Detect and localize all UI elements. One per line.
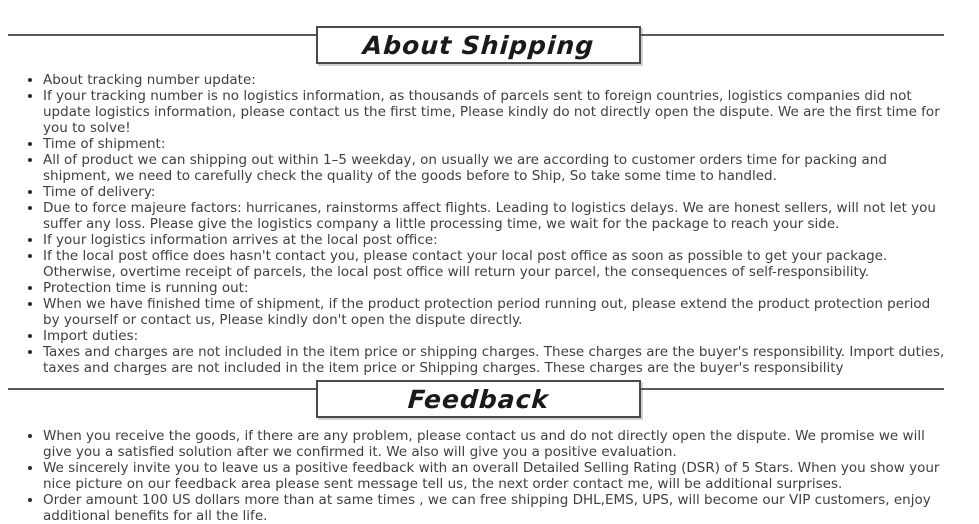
- feedback-title-box: [316, 380, 641, 418]
- list-item: • Time of delivery:: [43, 184, 947, 200]
- about-shipping-title-box: [316, 26, 641, 64]
- list-item: • We sincerely invite you to leave us a positive feedback with an overall Detailed Selling Rating (DSR) of 5 Stars. When you show your nice picture on our feedback area please sent message tell us, the next order contact me, will be additional surprises.: [43, 460, 947, 492]
- feedback-list: [0, 428, 979, 524]
- about-shipping-section: [0, 26, 979, 376]
- list-item: • Order amount 100 US dollars more than at same times , we can free shipping DHL,EMS, UPS, will become our VIP customers, enjoy additional benefits for all the life.: [43, 492, 947, 524]
- list-item: • Due to force majeure factors: hurricanes, rainstorms affect flights. Leading to logistics delays. We are honest sellers, will not let you suffer any loss. Please give the logistics company a little processing time, we wait for the package to reach your side.: [43, 200, 947, 232]
- feedback-section: [0, 380, 979, 524]
- list-item: • Taxes and charges are not included in the item price or shipping charges. These charges are the buyer's responsibility. Import duties, taxes and charges are not included in the item price or Shipping charges. These charges are the buyer's responsibility: [43, 344, 947, 376]
- shipping-list: [0, 72, 979, 376]
- list-item: • When we have finished time of shipment, if the product protection period running out, please extend the product protection period by yourself or contact us, Please kindly don't open the dispute directly.: [43, 296, 947, 328]
- list-item: • All of product we can shipping out within 1–5 weekday, on usually we are according to customer orders time for packing and shipment, we need to carefully check the quality of the goods before to Ship, So take some time to handled.: [43, 152, 947, 184]
- header-rule-right: [641, 34, 944, 36]
- list-item: • If the local post office does hasn't contact you, please contact your local post office as soon as possible to get your package. Otherwise, overtime receipt of parcels, the local post office will return your parcel, the consequences of self-responsibility.: [43, 248, 947, 280]
- about-shipping-header: [0, 26, 979, 66]
- list-item: • Time of shipment:: [43, 136, 947, 152]
- section-title: About Shipping: [361, 30, 596, 60]
- list-item: • About tracking number update:: [43, 72, 947, 88]
- list-item: • If your tracking number is no logistics information, as thousands of parcels sent to foreign countries, logistics companies did not update logistics information, please contact us the first time, Please kindly do not directly open the dispute. We are the first time for you to solve!: [43, 88, 947, 136]
- list-item: • Import duties:: [43, 328, 947, 344]
- header-rule-left: [8, 34, 316, 36]
- list-item: • If your logistics information arrives at the local post office:: [43, 232, 947, 248]
- list-item: • When you receive the goods, if there are any problem, please contact us and do not directly open the dispute. We promise we will give you a satisfied solution after we confirmed it. We also will give you a positive evaluation.: [43, 428, 947, 460]
- header-rule-left: [8, 388, 316, 390]
- list-item: • Protection time is running out:: [43, 280, 947, 296]
- feedback-header: [0, 380, 979, 420]
- section-title: Feedback: [406, 384, 551, 414]
- header-rule-right: [641, 388, 944, 390]
